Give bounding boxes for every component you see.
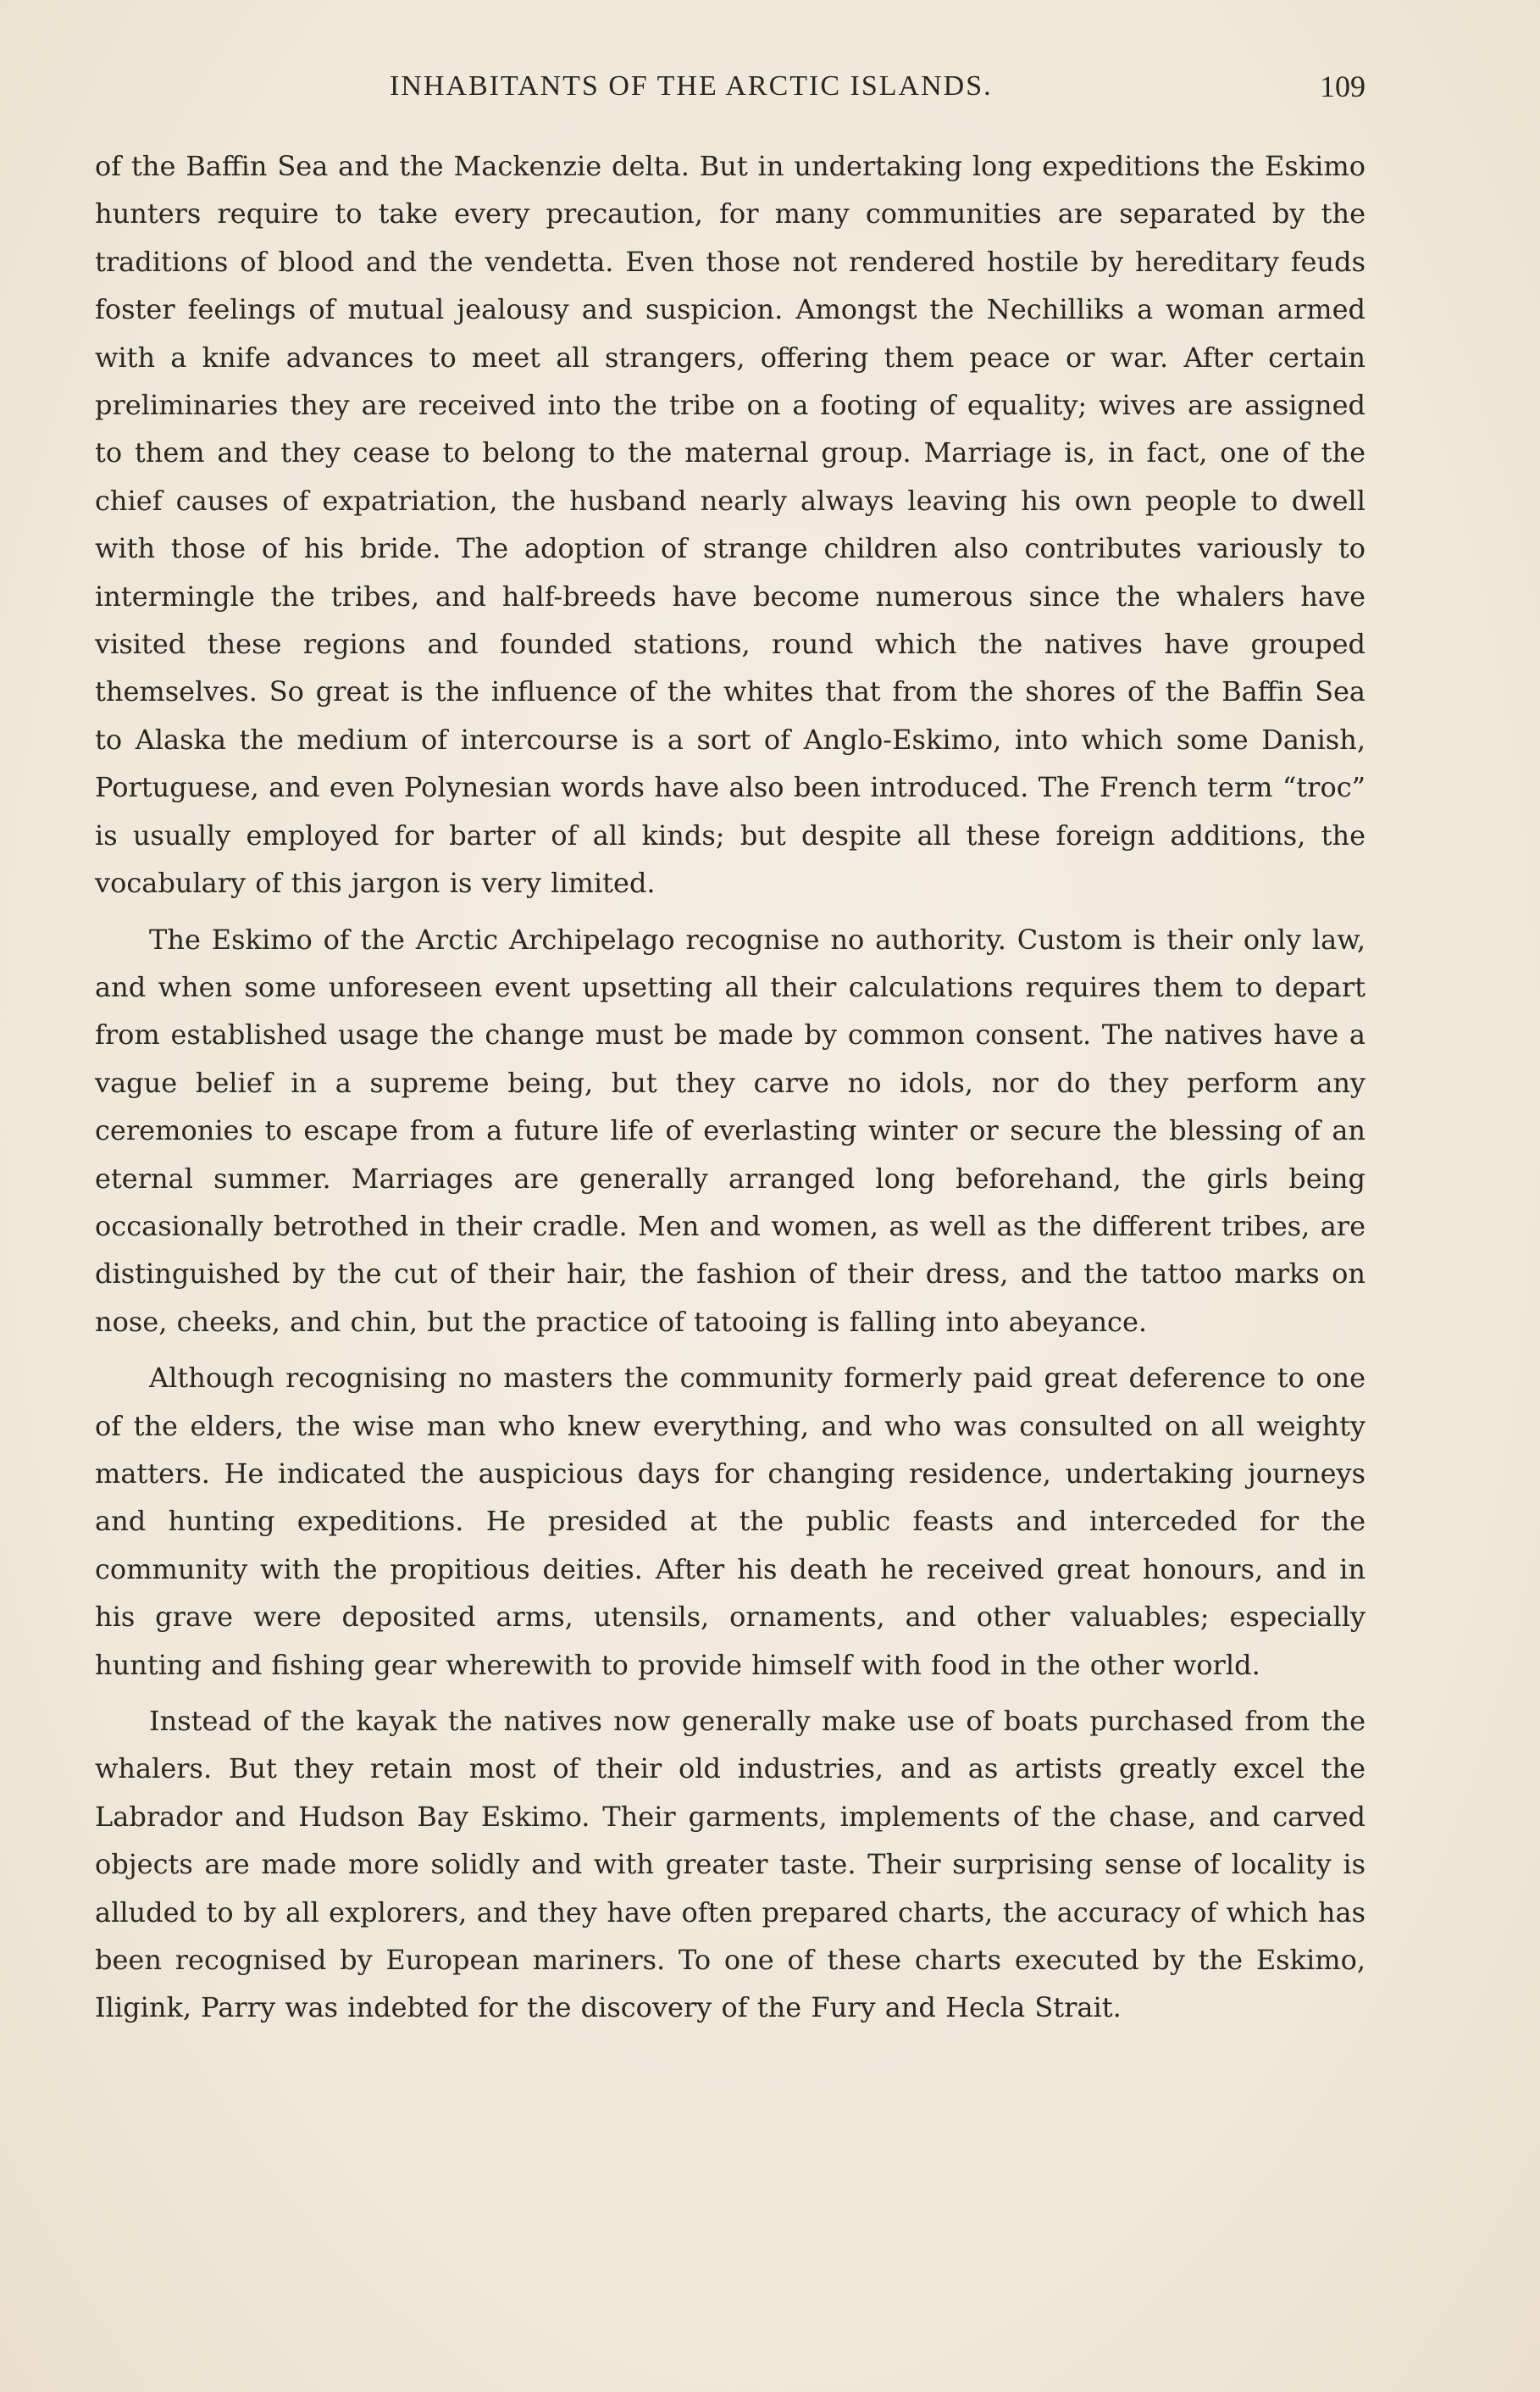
paragraph-elders: Although recognising no masters the community formerly paid great deference to one of the elders, the wise man who knew everything, and who was consulted on all weighty matters. He indicated the auspicious days for changing residence, undertaking journeys and hunting expeditions. He presided at the public feasts and interceded for the community with the propitious deities. After his death he received great honours, and in his grave were deposited arms, utensils, ornaments, and other valuables; especially hunting and fishing gear wherewith to provide himself with food in the other world. <box>95 1362 1366 1681</box>
paragraph-continued: of the Baffin Sea and the Mackenzie delta. But in undertaking long expeditions the Eskimo hunters require to take every precaution, for many communities are separated by the traditions of blood and the vendetta. Even those not rendered hostile by hereditary feuds foster feelings of mutual jealousy and suspicion. Amongst the Nechilliks a woman armed with a knife advances to meet all strangers, offering them peace or war. After certain preliminaries they are received into the tribe on a footing of equality; wives are assigned to them and they cease to belong to the maternal group. Marriage is, in fact, one of the chief causes of expatriation, the husband nearly always leaving his own people to dwell with those of his bride. The adoption of strange children also contributes variously to intermingle the tribes, and half-breeds have become numerous since the whalers have visited these regions and founded stations, round which the natives have grouped themselves. So great is the influence of the whites that from the shores of the Baffin Sea to Alaska the medium of intercourse is a sort of Anglo-Eskimo, into which some Danish, Portuguese, and even Polynesian words have also been introduced. The French term “troc” is usually employed for barter of all kinds; but despite all these foreign additions, the vocabulary of this jargon is very limited. <box>95 150 1366 900</box>
running-head: INHABITANTS OF THE ARCTIC ISLANDS. <box>390 70 993 102</box>
paragraph-industries: Instead of the kayak the natives now generally make use of boats purchased from the whalers. But they retain most of their old industries, and as artists greatly excel the Labrador and Hudson Bay Eskimo. Their garments, implements of the chase, and carved objects are made more solidly and with greater taste. Their surprising sense of locality is alluded to by all explorers, and they have often prepared charts, the accuracy of which has been recognised by European mariners. To one of these charts executed by the Eskimo, Iligink, Parry was indebted for the discovery of the Fury and Hecla Strait. <box>95 1705 1366 2024</box>
page-header <box>95 61 1366 112</box>
page-number: 109 <box>1320 69 1366 103</box>
paragraph-authority: The Eskimo of the Arctic Archipelago recognise no authority. Custom is their only law, and when some unforeseen event upsetting all their calculations requires them to depart from established usage the change must be made by common consent. The natives have a vague belief in a supreme being, but they carve no idols, nor do they perform any ceremonies to escape from a future life of everlasting winter or secure the blessing of an eternal summer. Marriages are generally arranged long beforehand, the girls being occasionally betrothed in their cradle. Men and women, as well as the different tribes, are distinguished by the cut of their hair, the fashion of their dress, and the tattoo marks on nose, cheeks, and chin, but the practice of tatooing is falling into abeyance. <box>95 923 1366 1338</box>
body-text <box>95 142 1366 2040</box>
